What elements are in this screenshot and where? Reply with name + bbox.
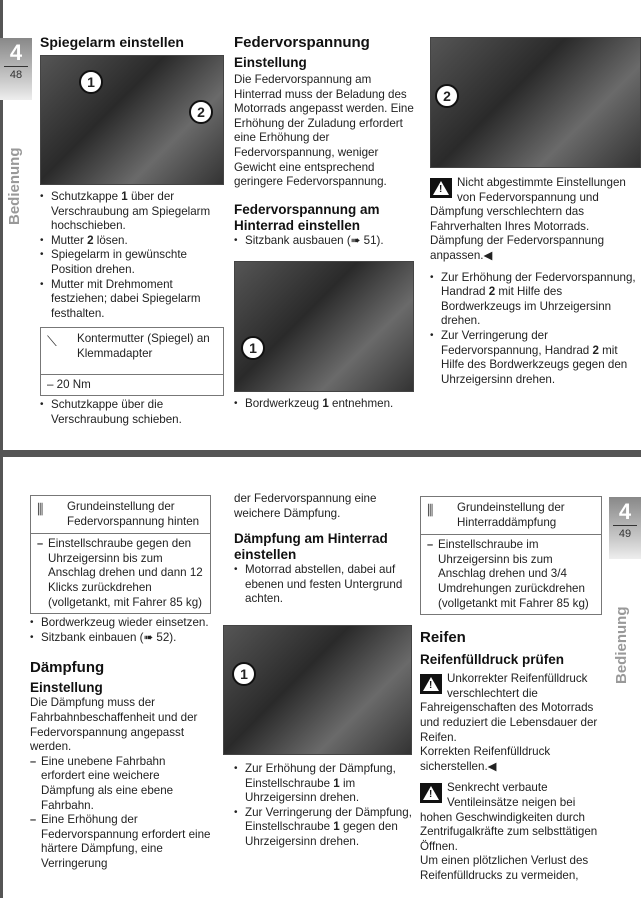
list-item: • Bordwerkzeug 1 entnehmen. bbox=[234, 397, 416, 412]
list-item: • Sitzbank ausbauen (➠ 51). bbox=[234, 234, 416, 249]
spec-value: – Einstellschraube gegen den Uhrzeigersinn bis zum Anschlag drehen und dann 12 Klicks zurückdrehen (vollgetankt, mit Fahrer 85 kg) bbox=[37, 537, 204, 610]
paragraph: der Federvorspannung eine weichere Dämpfung. bbox=[234, 492, 377, 520]
damping-spec-box: ⫼ Grundeinstellung der Hinterraddämpfung – Einstellschraube im Uhrzeigersinn bis zum Anschlag drehen und 3/4 Umdrehungen zurückdrehen (vollgetankt mit Fahrer 85 kg) bbox=[420, 496, 602, 615]
callout-1: 1 bbox=[79, 70, 103, 94]
warning-notice: ! Senkrecht verbaute Ventileinsätze neigen bei hohen Geschwindigkeiten durch Zentrifugalkräfte zum selbsttätigen Öffnen. Um einen plötzlichen Verlust des Reifenfülldrucks zu vermeiden, bbox=[420, 781, 602, 883]
warning-notice: ! Unkorrekter Reifenfülldruck verschlechtert die Fahreigenschaften des Motorrads und reduziert die Lebensdauer der Reifen. Korrekten Reifenfülldruck sicherstellen.◀ bbox=[420, 672, 602, 774]
list-item: • Zur Verringerung der Dämpfung, Einstellschraube 1 gegen den Uhrzeigersinn drehen. bbox=[234, 806, 412, 850]
torque-wrench-icon: ⟍ bbox=[47, 333, 57, 350]
p48-column-1 bbox=[40, 34, 224, 427]
page-separator bbox=[0, 450, 641, 457]
steps-list bbox=[40, 190, 224, 321]
page-border bbox=[0, 0, 3, 898]
warning-notice: ! Nicht abgestimmte Einstellungen von Federvorspannung und Dämpfung verschlechtern das Fahrverhalten Ihres Motorrads. Dämpfung der Federvorspannung anpassen.◀ bbox=[430, 176, 636, 264]
section-label: Bedienung bbox=[6, 147, 23, 225]
paragraph: Die Federvorspannung am Hinterrad muss der Beladung des Motorrads angepasst werden. Eine Erhöhung der Zuladung erfordert eine Erhöhung der Federvorspannung, weniger Gewicht eine entsprechend geringere Federvorspannung. bbox=[234, 73, 414, 189]
p49-column-3 bbox=[420, 496, 602, 883]
spec-value: – Einstellschraube im Uhrzeigersinn bis zum Anschlag drehen und 3/4 Umdrehungen zurückdrehen (vollgetankt mit Fahrer 85 kg) bbox=[427, 538, 595, 611]
list-item: • Sitzbank einbauen (➠ 52). bbox=[30, 631, 211, 646]
subheading: Einstellung bbox=[234, 55, 307, 70]
list-item: • Zur Verringerung der Federvorspannung, Handrad 2 mit Hilfe des Bordwerkzeugs gegen den Uhrzeigersinn drehen. bbox=[430, 329, 636, 387]
damping-adjuster-photo bbox=[223, 625, 412, 755]
subheading: Dämpfung am Hinterrad einstellen bbox=[234, 531, 388, 563]
chapter-number: 4 bbox=[613, 499, 637, 526]
list-item: • Zur Erhöhung der Federvorspannung, Handrad 2 mit Hilfe des Bordwerkzeugs im Uhrzeigersinn drehen. bbox=[430, 271, 636, 329]
subheading: Reifenfülldruck prüfen bbox=[420, 652, 565, 668]
list-item: – Eine unebene Fahrbahn erfordert eine weichere Dämpfung als eine ebene Fahrbahn. bbox=[30, 755, 211, 813]
heading: Spiegelarm einstellen bbox=[40, 34, 184, 50]
p49-column-1 bbox=[30, 495, 211, 871]
toolkit-photo bbox=[234, 261, 414, 392]
callout-2: 2 bbox=[435, 84, 459, 108]
warning-icon bbox=[430, 178, 452, 198]
list-item: • Zur Erhöhung der Dämpfung, Einstellschraube 1 im Uhrzeigersinn drehen. bbox=[234, 762, 412, 806]
chapter-number: 4 bbox=[4, 40, 28, 67]
spec-value: 20 Nm bbox=[56, 377, 91, 391]
page-number: 49 bbox=[618, 528, 632, 540]
list-item: • Motorrad abstellen, dabei auf ebenen und festen Untergrund achten. bbox=[234, 563, 412, 607]
subheading: Einstellung bbox=[30, 680, 103, 696]
heading: Dämpfung bbox=[30, 659, 105, 677]
list-item: – Eine Erhöhung der Federvorspannung erfordert eine härtere Dämpfung, eine Verringerung bbox=[30, 813, 211, 871]
list-item: • Bordwerkzeug wieder einsetzen. bbox=[30, 616, 211, 631]
shock-absorber-icon: ⫼ bbox=[427, 502, 434, 518]
p49-column-2 bbox=[234, 492, 412, 607]
preload-spec-box: ⫼ Grundeinstellung der Federvorspannung hinten – Einstellschraube gegen den Uhrzeigersinn bis zum Anschlag drehen und dann 12 Klicks zurückdrehen (vollgetankt, mit Fahrer 85 kg) bbox=[30, 495, 211, 614]
list-item: • Schutzkappe 1 über der Verschraubung am Spiegelarm hochschieben. bbox=[40, 190, 224, 234]
chapter-tab bbox=[0, 38, 32, 100]
list-item: • Mutter mit Drehmoment festziehen; dabei Spiegelarm festhalten. bbox=[40, 278, 224, 322]
list-item: • Mutter 2 lösen. bbox=[40, 234, 224, 249]
callout-1: 1 bbox=[241, 336, 265, 360]
section-label: Bedienung bbox=[613, 606, 630, 684]
warning-icon bbox=[420, 783, 442, 803]
page-number: 48 bbox=[9, 69, 23, 81]
heading: Federvorspannung bbox=[234, 34, 370, 51]
chapter-tab bbox=[609, 497, 641, 559]
warning-icon bbox=[420, 674, 442, 694]
list-item: • Spiegelarm in gewünschte Position drehen. bbox=[40, 248, 224, 277]
heading: Reifen bbox=[420, 629, 466, 647]
torque-spec-box: ⟍ Kontermutter (Spiegel) an Klemmadapter – 20 Nm bbox=[40, 327, 224, 396]
preload-adjuster-photo bbox=[430, 37, 641, 168]
callout-1: 1 bbox=[232, 662, 256, 686]
mirror-photo bbox=[40, 55, 224, 185]
shock-absorber-icon: ⫼ bbox=[37, 501, 44, 517]
spec-label: Kontermutter (Spiegel) an Klemmadapter bbox=[77, 332, 210, 360]
list-item: • Schutzkappe über die Verschraubung schieben. bbox=[40, 398, 224, 427]
paragraph: Die Dämpfung muss der Fahrbahnbeschaffenheit und der Federvorspannung angepasst werden. bbox=[30, 696, 198, 754]
p48-column-3 bbox=[430, 37, 636, 387]
callout-2: 2 bbox=[189, 100, 213, 124]
subheading: Federvorspannung am Hinterrad einstellen bbox=[234, 201, 380, 233]
p48-column-2 bbox=[234, 34, 416, 412]
